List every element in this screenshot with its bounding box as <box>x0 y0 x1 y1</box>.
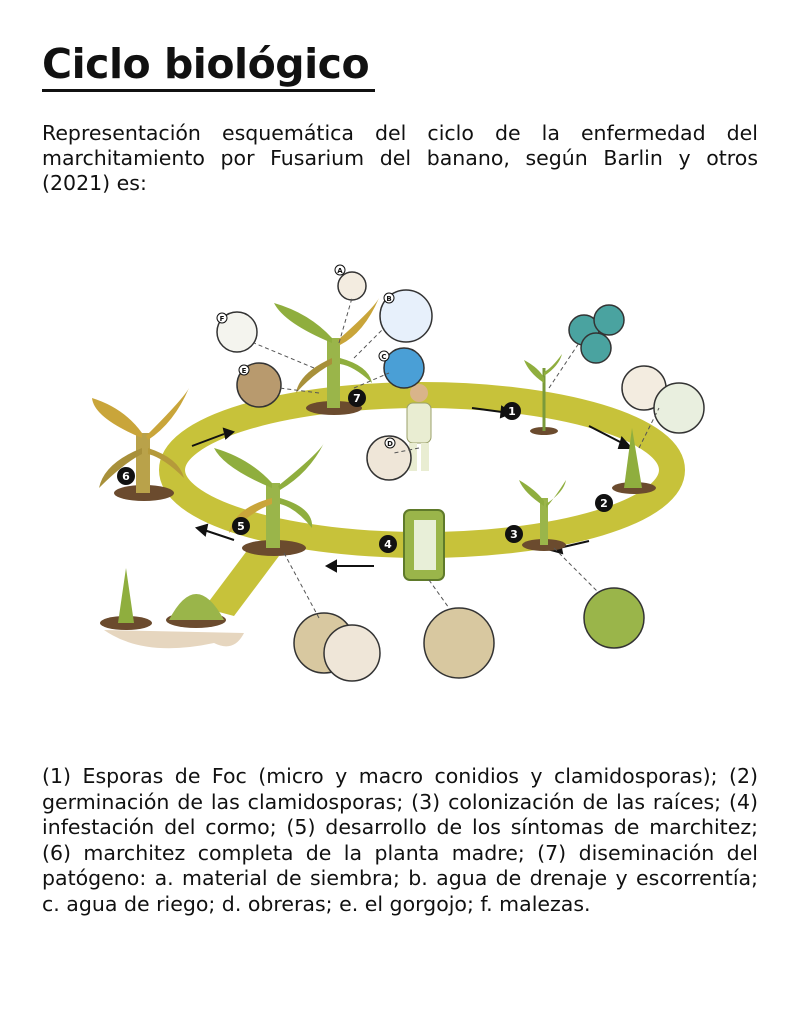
svg-text:4: 4 <box>384 538 392 551</box>
svg-text:1: 1 <box>508 405 516 418</box>
svg-text:5: 5 <box>237 520 245 533</box>
svg-text:D: D <box>387 440 393 448</box>
stage-badge-6 <box>117 467 135 485</box>
letter-c <box>379 351 389 361</box>
svg-text:7: 7 <box>353 392 361 405</box>
intro-paragraph: Representación esquemática del ciclo de la enfermedad del marchitamiento por Fusarium del banano, según Barlin y otros (2021) es: <box>42 121 758 195</box>
title-underline <box>42 89 375 92</box>
svg-text:3: 3 <box>510 528 518 541</box>
stage-badge-4 <box>379 535 397 553</box>
svg-text:A: A <box>337 267 343 275</box>
stage-badge-2 <box>595 494 613 512</box>
svg-text:2: 2 <box>600 497 608 510</box>
svg-text:B: B <box>386 295 392 303</box>
letter-f <box>217 313 227 323</box>
page-title: Ciclo biológico <box>42 40 370 88</box>
svg-text:C: C <box>381 353 387 361</box>
stage-badge-5 <box>232 517 250 535</box>
letter-a <box>335 265 345 275</box>
stage-badge-7 <box>348 389 366 407</box>
stage-badge-3 <box>505 525 523 543</box>
svg-text:E: E <box>241 367 247 375</box>
letter-b <box>384 293 394 303</box>
stage-badge-1 <box>503 402 521 420</box>
svg-text:F: F <box>219 315 225 323</box>
letter-d <box>385 438 395 448</box>
svg-text:6: 6 <box>122 470 130 483</box>
caption-paragraph: (1) Esporas de Foc (micro y macro conidios y clamidosporas); (2) germinación de las clamidosporas; (3) colonización de las raíces; (4) infestación del cormo; (5) desarrollo de los síntomas de marchitez; (6) marchitez completa de la planta madre; (7) diseminación del patógeno: a. material de siembra; b. agua de drenaje y escorrentía; c. agua de riego; d. obreras; e. el gorgojo; f. malezas. <box>42 764 758 916</box>
letter-e <box>239 365 249 375</box>
disease-cycle-diagram <box>84 248 756 708</box>
corm-section-4 <box>404 510 444 580</box>
